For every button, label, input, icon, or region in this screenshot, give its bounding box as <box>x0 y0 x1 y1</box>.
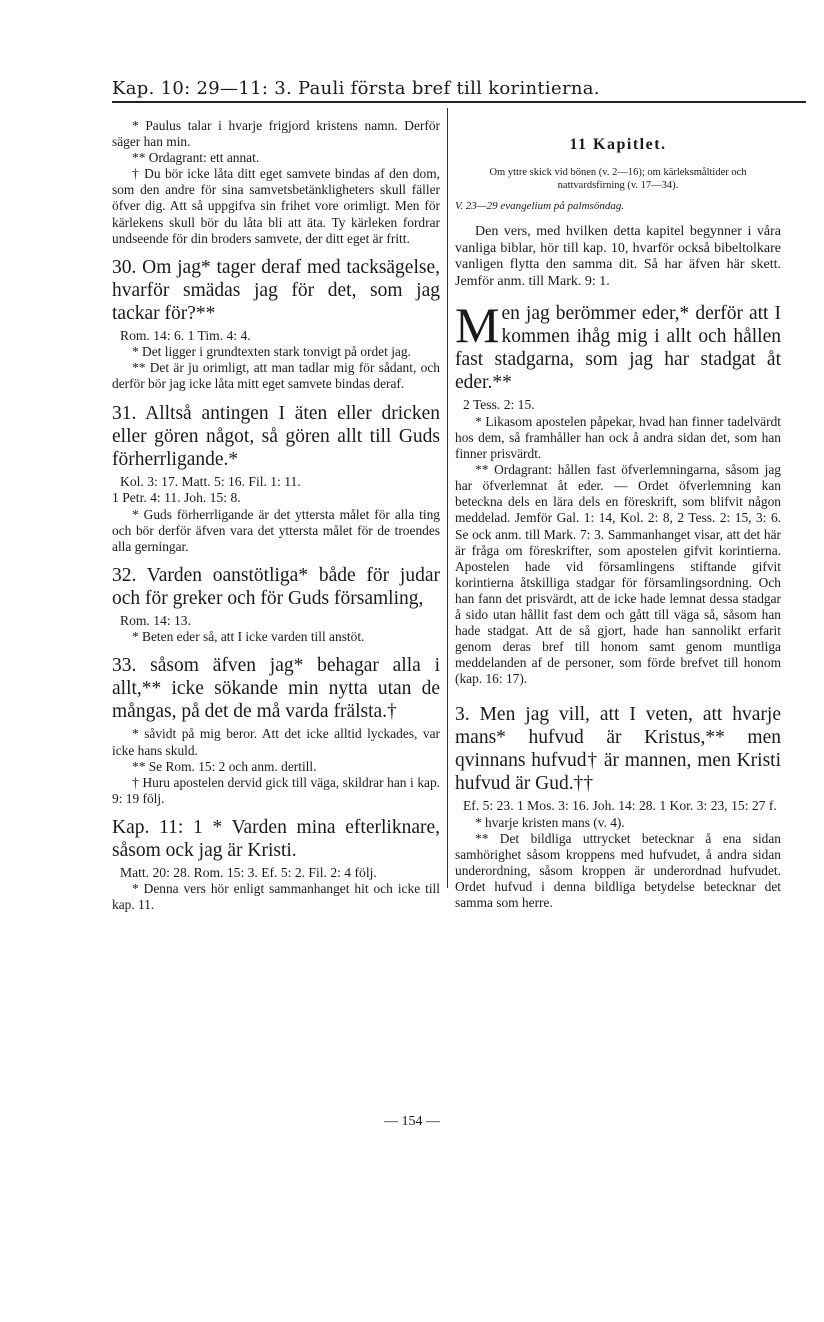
chapter-title: 11 Kapitlet. <box>569 136 667 153</box>
verse-33: 33. såsom äfven jag* behagar alla i allt,** icke sökande min nytta utan de mångas, på det de må varda frälsta.† <box>112 655 440 723</box>
drop-cap: M <box>455 297 500 354</box>
cross-reference: Matt. 20: 28. Rom. 15: 3. Ef. 5: 2. Fil. 2: 4 följ. <box>120 864 377 880</box>
verse-2 <box>455 297 781 394</box>
footnote: ** Ordagrant: ett annat. <box>132 150 260 166</box>
footnote: ** Det bildliga uttrycket betecknar å ena sidan samhörighet såsom kroppens med hufvudet, å andra sidan underordning, såsom kroppen är underordnad hufvudet. Ordet hufvud i denna bildliga betydelse betecknar det samma som herre. <box>455 831 781 911</box>
chapter-intro: Den vers, med hvilken detta kapitel begynner i våra vanliga biblar, hör till kap. 10, hvarför också bibeltolkare vanligen flytta den samma dit. Så har äfven här skett. Jemför anm. till Mark. 9: 1. <box>455 224 781 289</box>
verse-11-1: Kap. 11: 1 * Varden mina efterliknare, såsom ock jag är Kristi. <box>112 816 440 861</box>
cross-reference: 1 Petr. 4: 11. Joh. 15: 8. <box>112 490 241 506</box>
footnote: * såvidt på mig beror. Att det icke alltid lyckades, var icke hans skuld. <box>112 726 440 758</box>
footnote: ** Se Rom. 15: 2 och anm. dertill. <box>132 758 317 774</box>
header-rule <box>112 101 806 103</box>
footnote: * hvarje kristen mans (v. 4). <box>475 814 625 830</box>
footnote: * Likasom apostelen påpekar, hvad han finner tadelvärdt hos dem, så framhåller han ock å andra sidan det, som han finner prisvärdt. <box>455 413 781 462</box>
liturgical-note: V. 23—29 evangelium på palmsöndag. <box>455 200 625 212</box>
verse-3: 3. Men jag vill, att I veten, att hvarje mans* hufvud är Kristus,** men qvinnans hufvud† är mannen, men Kristi hufvud är Gud.†† <box>455 704 781 795</box>
chapter-summary: Om yttre skick vid bönen (v. 2—16); om kärleksmåltider och nattvardsfirning (v. 17—34). <box>489 167 747 191</box>
footnote: * Guds förherrligande är det yttersta målet för alla ting och bör derför äfven vara det yttersta målet för de troendes alla gerningar. <box>112 506 440 554</box>
left-column <box>112 118 440 914</box>
verse-32: 32. Varden oanstötliga* både för judar och för greker och för Guds församling, <box>112 564 440 609</box>
footnote: ** Det är ju orimligt, att man tadlar mig för sådant, och derför bör jag icke låta mitt eget samvete bindas deraf. <box>112 360 440 392</box>
cross-reference: 2 Tess. 2: 15. <box>463 397 535 413</box>
cross-reference: Kol. 3: 17. Matt. 5: 16. Fil. 1: 11. <box>120 473 301 489</box>
page-number: — 154 — <box>384 1114 440 1129</box>
footnote: * Paulus talar i hvarje frigjord kristens namn. Derför säger han min. <box>112 118 440 150</box>
verse-2-text: en jag berömmer eder,* derför att I kommen ihåg mig i allt och hållen fast stadgarna, som jag har stadgat åt eder.** <box>455 303 781 394</box>
footnote: * Det ligger i grundtexten stark tonvigt på ordet jag. <box>132 344 411 360</box>
cross-reference: Ef. 5: 23. 1 Mos. 3: 16. Joh. 14: 28. 1 Kor. 3: 23, 15: 27 f. <box>463 798 777 814</box>
footnote: * Denna vers hör enligt sammanhanget hit och icke till kap. 11. <box>112 881 440 913</box>
footnote: ** Ordagrant: hållen fast öfverlemningarna, såsom jag har öfverlemnat åt eder. — Ordet öfverlemning kan beteckna dels en lära dels en föreskrift, som blifvit någon meddelad. Jemför Gal. 1: 14, Kol. 2: 8, 2 Tess. 2: 15, 3: 6. Se ock anm. till Mark. 7: 3. Sammanhanget visar, att det här är fråga om föreskrifter, som apostelen gifvit korintierna. Apostelen hade vid församlingens stiftande gifvit korintierna åtskilliga stadgar för församlingsordning. Och han fann det prisvärdt, att de icke hade lemnat dessa stadgar å sido utan hållit fast dem och gått till väga så, såsom han hade stadgat. Att de så gjort, hade han sannolikt erfarit genom deras bref till honom samt genom muntliga meddelanden af de personer, som förde brefvet till honom (kap. 16: 17). <box>455 462 781 687</box>
right-column <box>455 118 781 912</box>
verse-31: 31. Alltså antingen I äten eller dricken eller gören något, så gören allt till Guds förherrligande.* <box>112 402 440 470</box>
footnote: * Beten eder så, att I icke varden till anstöt. <box>132 629 365 645</box>
verse-30: 30. Om jag* tager deraf med tacksägelse, hvarför smädas jag för det, som jag tackar för?** <box>112 256 440 324</box>
cross-reference: Rom. 14: 13. <box>120 612 191 628</box>
footnote: † Du bör icke låta ditt eget samvete bindas af den dom, som den andre för sina samvetsbetänkligheters skull fäller öfver dig. Att så uppgifva sin frihet vore orimligt. Men för kärlekens skull bör du låta bli att äta. Ty kärleken fordrar undseende för din broders samvete, der ditt eget är fritt. <box>112 166 440 246</box>
running-header: Kap. 10: 29—11: 3. Pauli första bref till korintierna. <box>112 78 600 99</box>
cross-reference: Rom. 14: 6. 1 Tim. 4: 4. <box>120 327 251 343</box>
column-rule <box>447 108 448 888</box>
footnote: † Huru apostelen dervid gick till väga, skildrar han i kap. 9: 19 följ. <box>112 774 440 806</box>
